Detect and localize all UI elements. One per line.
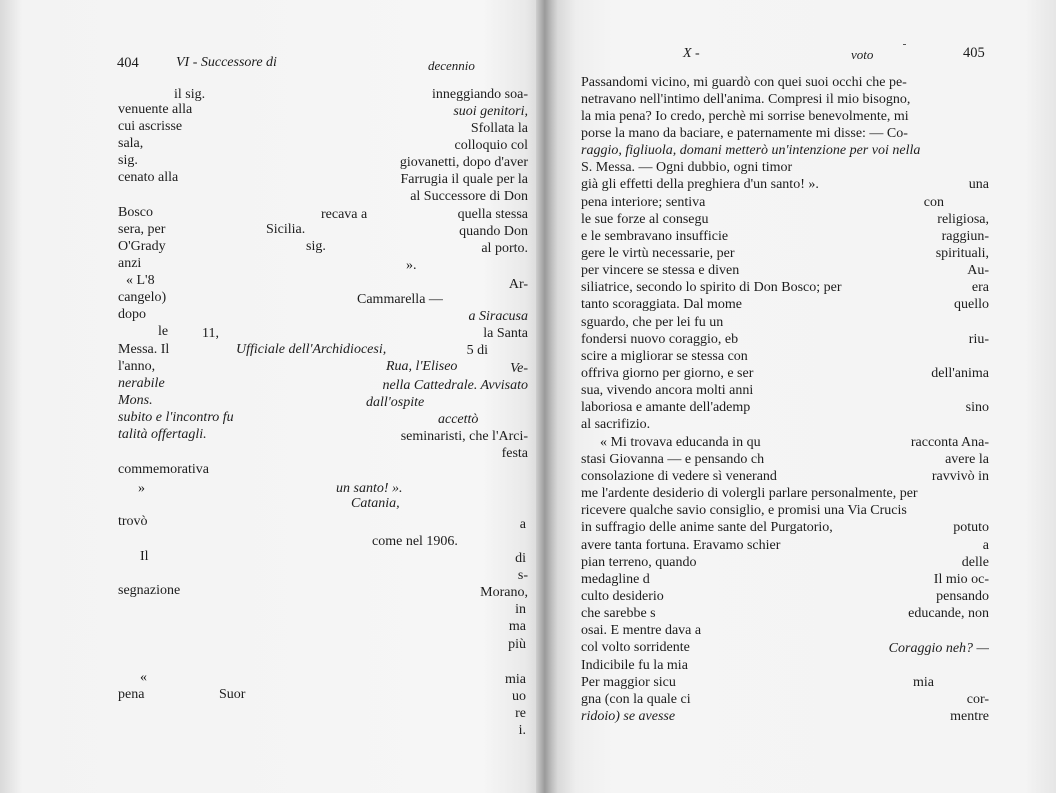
- text-fragment: dopo: [118, 307, 146, 322]
- text-fragment: spirituali,: [935, 246, 989, 261]
- text-fragment: s-: [517, 568, 528, 583]
- text-line: Per maggior sicu: [581, 675, 676, 690]
- text-fragment: quella stessa: [457, 207, 528, 222]
- text-fragment: mia: [913, 675, 934, 690]
- text-fragment: un santo! ».: [336, 481, 403, 496]
- text-line: sguardo, che per lei fu un: [581, 315, 724, 330]
- text-fragment: quando Don: [459, 224, 528, 239]
- text-fragment: religiosa,: [937, 212, 989, 227]
- text-line: per vincere se stessa e diven: [581, 263, 740, 278]
- text-line: S. Messa. — Ogni dubbio, ogni timor: [581, 160, 793, 175]
- text-fragment: cui ascrisse: [118, 119, 183, 134]
- text-line: stasi Giovanna — e pensando ch: [581, 452, 765, 467]
- text-line: che sarebbe s: [581, 606, 656, 621]
- text-line: ricevere qualche savio consiglio, e promisi una Via Crucis: [581, 503, 907, 518]
- text-line: avere tanta fortuna. Eravamo schier: [581, 538, 781, 553]
- text-fragment: 11,: [202, 326, 219, 341]
- text-fragment: Catania,: [351, 496, 400, 511]
- text-fragment: educande, non: [908, 606, 989, 621]
- text-fragment: »: [138, 481, 145, 496]
- text-fragment: Farrugia il quale per la: [400, 172, 528, 187]
- running-head: VI - Successore di: [176, 55, 277, 70]
- text-fragment: era: [971, 280, 989, 295]
- running-head-right: decennio: [428, 58, 475, 73]
- text-fragment: Mons.: [118, 393, 153, 408]
- text-line: gna (con la quale ci: [581, 692, 691, 707]
- text-fragment: racconta Ana-: [910, 435, 989, 450]
- text-fragment: le: [158, 324, 169, 339]
- text-line: me l'ardente desiderio di volergli parlare personalmente, per: [581, 486, 918, 501]
- text-fragment: trovò: [118, 514, 148, 529]
- text-fragment: talità offertagli.: [118, 427, 207, 442]
- text-fragment: Ar-: [508, 277, 528, 292]
- text-fragment: cangelo): [118, 290, 167, 305]
- text-line: medagline d: [581, 572, 650, 587]
- text-line: pian terreno, quando: [581, 555, 697, 570]
- page-number: 405: [963, 45, 985, 61]
- text-fragment: dall'ospite: [366, 395, 425, 410]
- text-line: pena interiore; sentiva: [581, 195, 706, 210]
- text-fragment: sig.: [306, 239, 326, 254]
- text-fragment: con: [923, 195, 944, 210]
- book-gutter: [536, 0, 558, 793]
- text-fragment: Au-: [967, 263, 989, 278]
- text-fragment: ».: [406, 258, 417, 273]
- text-line: ridoio) se avesse: [581, 709, 676, 724]
- text-fragment: al Successore di Don: [410, 189, 528, 204]
- text-fragment: Rua, l'Eliseo: [386, 359, 458, 374]
- text-fragment: « L'8: [126, 273, 155, 288]
- text-fragment: recava a: [321, 207, 368, 222]
- text-line: Passandomi vicino, mi guardò con quei suoi occhi che pe-: [581, 75, 907, 90]
- text-fragment: avere la: [945, 452, 989, 467]
- text-fragment: Coraggio neh? —: [888, 641, 989, 656]
- text-fragment: potuto: [953, 520, 989, 535]
- text-fragment: giovanetti, dopo d'aver: [399, 155, 528, 170]
- text-fragment: venuente alla: [118, 102, 193, 117]
- text-line: consolazione di vedere sì venerand: [581, 469, 777, 484]
- text-line: gere le virtù necessarie, per: [581, 246, 735, 261]
- text-fragment: «: [140, 670, 147, 685]
- text-fragment: anzi: [118, 256, 142, 271]
- text-line: netravano nell'intimo dell'anima. Compresi il mio bisogno,: [581, 92, 911, 107]
- text-fragment: re: [515, 706, 526, 721]
- text-fragment: ravvivò in: [931, 469, 989, 484]
- text-line: tanto scoraggiata. Dal mome: [581, 297, 742, 312]
- text-fragment: mia: [505, 672, 526, 687]
- text-line: al sacrifizio.: [581, 417, 651, 432]
- text-fragment: Sicilia.: [266, 222, 306, 237]
- text-fragment: sera, per: [118, 222, 166, 237]
- text-line: sua, vivendo ancora molti anni: [581, 383, 754, 398]
- text-fragment: raggiun-: [941, 229, 989, 244]
- text-line: laboriosa e amante dell'ademp: [581, 400, 751, 415]
- text-fragment: i.: [518, 723, 526, 738]
- text-line: le sue forze al consegu: [581, 212, 709, 227]
- text-fragment: colloquio col: [454, 138, 528, 153]
- text-fragment: subito e l'incontro fu: [118, 410, 234, 425]
- text-fragment: inneggiando soa-: [431, 87, 528, 102]
- text-line: col volto sorridente: [581, 640, 690, 655]
- text-fragment: a: [982, 538, 989, 553]
- text-fragment: ma: [508, 619, 526, 634]
- text-fragment: seminaristi, che l'Arci-: [400, 429, 528, 444]
- text-fragment: mentre: [950, 709, 989, 724]
- text-fragment: al porto.: [481, 241, 528, 256]
- text-fragment: commemorativa: [118, 462, 209, 477]
- text-fragment: una: [968, 177, 989, 192]
- text-fragment: suoi genitori,: [453, 104, 528, 119]
- text-fragment: sala,: [118, 136, 144, 151]
- text-fragment: il sig.: [174, 87, 206, 102]
- text-line: osai. E mentre dava a: [581, 623, 702, 638]
- text-fragment: riu-: [968, 332, 989, 347]
- text-line: offriva giorno per giorno, e ser: [581, 366, 754, 381]
- text-fragment: nella Cattedrale. Avvisato: [382, 378, 528, 393]
- text-fragment: sig.: [118, 153, 138, 168]
- running-head-right: voto: [851, 47, 874, 62]
- text-line: e le sembravano insufficie: [581, 229, 729, 244]
- text-line: culto desiderio: [581, 589, 664, 604]
- text-line: raggio, figliuola, domani metterò un'intenzione per voi nella: [581, 143, 921, 158]
- text-fragment: Cammarella —: [357, 292, 443, 307]
- text-fragment: a Siracusa: [468, 309, 528, 324]
- text-fragment: nerabile: [118, 376, 165, 391]
- text-line: scire a migliorar se stessa con: [581, 349, 748, 364]
- text-fragment: 5 di: [466, 343, 488, 358]
- text-fragment: in: [515, 602, 526, 617]
- text-fragment: Suor: [219, 687, 246, 702]
- text-fragment: segnazione: [118, 583, 181, 598]
- text-fragment: l'anno,: [118, 359, 156, 374]
- text-fragment: delle: [961, 555, 989, 570]
- text-line: la mia pena? Io credo, perchè mi sorrise benevolmente, mi: [581, 109, 909, 124]
- text-fragment: più: [508, 637, 526, 652]
- text-line: « Mi trovava educanda in qu: [600, 435, 761, 450]
- text-fragment: accettò: [438, 412, 479, 427]
- text-line: Indicibile fu la mia: [581, 658, 688, 673]
- text-fragment: cor-: [966, 692, 989, 707]
- text-fragment: Messa. Il: [118, 342, 170, 357]
- text-fragment: sino: [965, 400, 989, 415]
- text-fragment: Ufficiale dell'Archidiocesi,: [236, 342, 387, 357]
- ink-speck: [903, 44, 906, 45]
- text-fragment: festa: [501, 446, 528, 461]
- text-fragment: Bosco: [118, 205, 153, 220]
- text-fragment: pena: [118, 687, 145, 702]
- text-fragment: uo: [512, 689, 526, 704]
- text-line: già gli effetti della preghiera d'un santo! ».: [581, 177, 819, 192]
- text-fragment: quello: [954, 297, 989, 312]
- text-fragment: di: [515, 551, 526, 566]
- text-fragment: cenato alla: [118, 170, 179, 185]
- text-fragment: a: [519, 517, 526, 532]
- text-fragment: Morano,: [480, 585, 528, 600]
- text-fragment: Il: [140, 549, 149, 564]
- text-line: siliatrice, secondo lo spirito di Don Bosco; per: [581, 280, 842, 295]
- text-fragment: Sfollata la: [470, 121, 528, 136]
- text-line: porse la mano da baciare, e paternamente mi disse: — Co-: [581, 126, 908, 141]
- text-fragment: dell'anima: [931, 366, 989, 381]
- text-line: fondersi nuovo coraggio, eb: [581, 332, 739, 347]
- running-head: X -: [683, 46, 700, 61]
- text-fragment: Il mio oc-: [933, 572, 989, 587]
- text-fragment: la Santa: [483, 326, 528, 341]
- text-fragment: come nel 1906.: [372, 534, 458, 549]
- text-line: in suffragio delle anime sante del Purgatorio,: [581, 520, 833, 535]
- text-fragment: O'Grady: [118, 239, 166, 254]
- page-number: 404: [117, 55, 139, 71]
- text-fragment: pensando: [936, 589, 989, 604]
- text-fragment: Ve-: [510, 361, 528, 376]
